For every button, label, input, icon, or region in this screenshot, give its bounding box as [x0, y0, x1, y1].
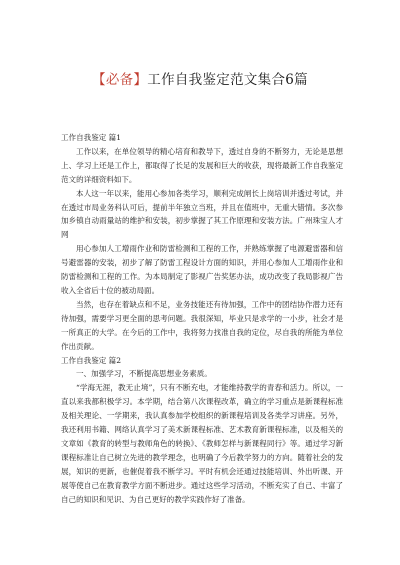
document-body — [61, 131, 343, 506]
paragraph: 当然，也存在着缺点和不足，业务技能还有待加强，工作中的团结协作潜力还有待加强，需要学习更全面的思考问题。我很深知，毕业只是求学的一小步，社会才是一所真正的大学。在今后的工作中，我将努力找准自我的定位，尽自我的所能为单位作出贡献。 — [61, 299, 343, 351]
paragraph: 用心参加人工增雨作业和防雷检测和工程的工作，并熟练掌握了电源避雷器和信号避雷器的安装，初步了解了防雷工程设计方面的知识，并用心参加人工增雨作业和防雷检测和工程的工作。为本局制定了影视广告奖惩办法，成功改变了我局影视广告收入全省后十位的被动局面。 — [61, 244, 343, 295]
subheading: 一、加强学习，不断提高思想业务素质。 — [76, 369, 212, 379]
paragraph: “学海无涯，教无止境”，只有不断充电，才能维持教学的青春和活力。所以，一直以来我都积极学习。本学期，结合第八次课程改革，确立的学习重点是新课程标准及相关理论、一学期来，我认真参加学校组织的新课程培训及各类学习讲座。另外，我还利用书籍、网络认真学习了美术新课程标准、艺术教育新课程标准，以及相关的文章如《教育的转型与教师角色的转换》、《教师怎样与新课程同行》等。通过学习新课程标准让自己树立先进的教学理念，也明确了今后教学努力的方向。随着社会的发展，知识的更新，也催促着我不断学习。平时有机会还通过技能培训、外出听课、开展等使自己在教育教学方面不断进步。通过这些学习活动，不断充实了自己、丰富了自己的知识和见识、为自己更好的教学实践作好了准备。 — [61, 383, 343, 504]
title-bracket-close: 】 — [133, 72, 148, 88]
title-tag: 必备 — [105, 72, 134, 88]
title-main: 工作自我鉴定范文集合6篇 — [147, 72, 308, 88]
paragraph: 本人这一年以来，能用心参加各类学习，顺利完成闸长上岗培训并透过考试，并在透过市局业务科认可后，提前半年独立当班，并且在值班中，无重大错情。多次参加乡镇自动雨量站的维护和安装，初步掌握了其工作原理和安装方法。广州珠宝人才网 — [61, 188, 343, 240]
paragraph: 工作以来，在单位领导的精心培育和教导下，透过自身的不断努力，无论是思想上、学习上还是工作上，都取得了长足的发展和巨大的收获，现将最新工作自我鉴定范文的详细资料如下。 — [61, 146, 343, 184]
document-title — [0, 68, 400, 88]
title-bracket-open: 【 — [92, 72, 106, 88]
section-heading-2: 工作自我鉴定 篇2 — [61, 355, 122, 365]
section-heading-1: 工作自我鉴定 篇1 — [61, 133, 122, 142]
